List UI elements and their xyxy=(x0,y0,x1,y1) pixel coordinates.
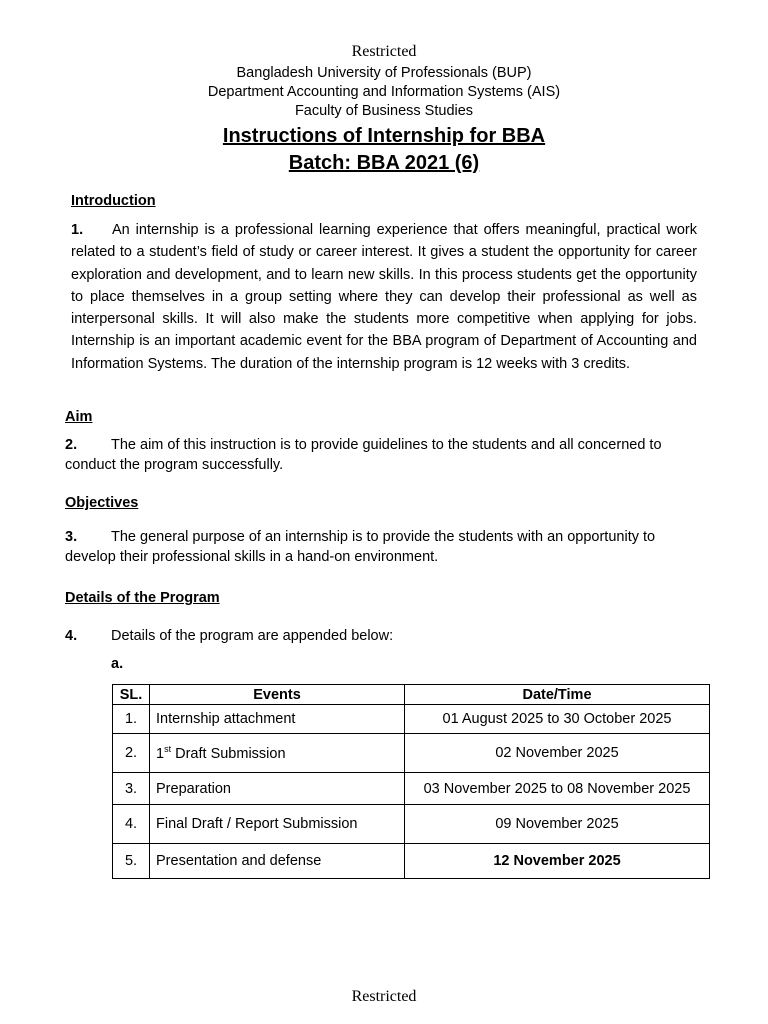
paragraph-number: 2. xyxy=(65,437,78,453)
details-paragraph xyxy=(65,626,705,646)
title-line-1: Instructions of Internship for BBA xyxy=(222,125,546,147)
row-sl: 3. xyxy=(113,773,150,805)
table-row xyxy=(113,705,710,734)
row-event: Preparation xyxy=(150,773,405,805)
row-sl: 5. xyxy=(113,844,150,879)
introduction-text: An internship is a professional learning experience that offers meaningful, practical work related to a student’s field of study or career interest. It gives a student the opportunity for career exploration and development, and to learn new skills. In this process students get the opportunity to place themselves in a group setting where they can develop their professional as well as interpersonal skills. It will also make the students more competitive when applying for jobs. Internship is an important academic event for the BBA program of Department of Accounting and Information Systems. The duration of the internship program is 12 weeks with 3 credits. xyxy=(71,222,697,372)
department-name: Department Accounting and Information Systems (AIS) xyxy=(207,84,561,100)
aim-paragraph xyxy=(65,435,705,475)
details-text: Details of the program are appended below: xyxy=(111,628,394,644)
row-date: 01 August 2025 to 30 October 2025 xyxy=(405,705,710,734)
row-event: Internship attachment xyxy=(150,705,405,734)
row-event: 1st Draft Submission xyxy=(150,734,405,773)
row-date: 02 November 2025 xyxy=(405,734,710,773)
column-header-events: Events xyxy=(150,685,405,705)
introduction-heading: Introduction xyxy=(71,193,156,209)
objectives-heading: Objectives xyxy=(65,495,139,511)
details-sub-item: a. xyxy=(111,656,124,672)
row-sl: 4. xyxy=(113,805,150,844)
document-header xyxy=(0,64,768,121)
restricted-label-top: Restricted xyxy=(351,43,417,60)
row-date: 09 November 2025 xyxy=(405,805,710,844)
objectives-text: The general purpose of an internship is to provide the students with an opportunity to develop their professional skills in a hand-on environment. xyxy=(65,529,656,565)
university-name: Bangladesh University of Professionals (BUP) xyxy=(236,65,532,81)
title-line-2: Batch: BBA 2021 (6) xyxy=(288,152,480,174)
column-header-sl: SL. xyxy=(113,685,150,705)
row-date: 03 November 2025 to 08 November 2025 xyxy=(405,773,710,805)
aim-heading: Aim xyxy=(65,409,93,425)
paragraph-number: 1. xyxy=(71,222,84,238)
row-date: 12 November 2025 xyxy=(405,844,710,879)
document-title xyxy=(0,123,768,177)
restricted-label-bottom: Restricted xyxy=(351,988,417,1005)
faculty-name: Faculty of Business Studies xyxy=(294,103,474,119)
introduction-paragraph xyxy=(71,219,697,375)
table-row xyxy=(113,805,710,844)
row-sl: 1. xyxy=(113,705,150,734)
table-row xyxy=(113,734,710,773)
table-row xyxy=(113,844,710,879)
table-row xyxy=(113,773,710,805)
aim-text: The aim of this instruction is to provide guidelines to the students and all concerned to conduct the program successfully. xyxy=(65,437,662,473)
row-event: Presentation and defense xyxy=(150,844,405,879)
row-sl: 2. xyxy=(113,734,150,773)
column-header-date: Date/Time xyxy=(405,685,710,705)
paragraph-number: 3. xyxy=(65,529,78,545)
table-header-row xyxy=(113,685,710,705)
row-event: Final Draft / Report Submission xyxy=(150,805,405,844)
program-schedule-table xyxy=(112,684,710,879)
objectives-paragraph xyxy=(65,527,705,567)
paragraph-number: 4. xyxy=(65,628,78,644)
details-heading: Details of the Program xyxy=(65,590,220,606)
